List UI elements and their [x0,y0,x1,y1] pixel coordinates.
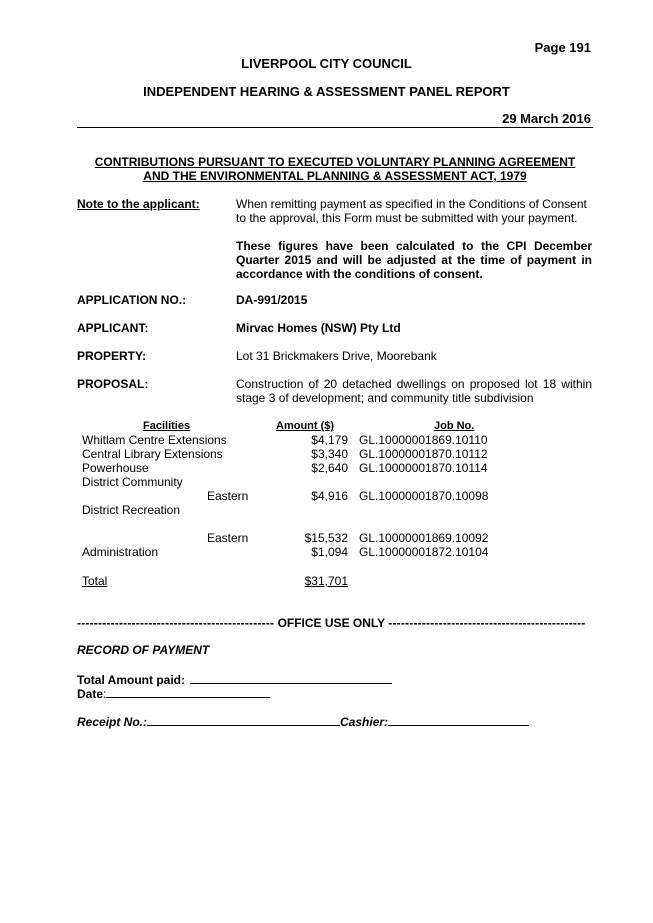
facility-amount: $4,179 [311,433,348,447]
facility-name: Administration [82,545,159,559]
facility-amount: $1,094 [311,545,348,559]
divider-right: ----------------------------------------------- [388,616,586,630]
applicant-label: APPLICANT: [77,321,149,335]
facility-job-no: GL.10000001869.10110 [359,433,488,447]
facility-job-no: GL.10000001872.10104 [359,545,489,559]
date-field[interactable] [106,685,270,698]
note-text: When remitting payment as specified in the Conditions of Consent to the approval, this Form must be submitted with your payment. [236,197,587,225]
report-title: INDEPENDENT HEARING & ASSESSMENT PANEL REPORT [143,84,510,99]
date-label: Date [77,687,104,701]
facility-sub: Eastern [207,489,249,503]
facility-name: Central Library Extensions [82,447,223,461]
proposal-label: PROPOSAL: [77,377,149,391]
facility-amount: $3,340 [311,447,348,461]
office-use-divider [77,616,585,630]
property-label: PROPERTY: [77,349,147,363]
divider-left: ----------------------------------------------- [77,616,275,630]
amount-header: Amount ($) [276,420,335,432]
application-value: DA-991/2015 [236,293,308,307]
facility-amount: $15,532 [304,531,348,545]
note-cpi-text: These figures have been calculated to the CPI December Quarter 2015 and will be adjusted at the time of payment in accordance with the conditions of consent. [236,239,592,281]
total-amount-paid-field[interactable] [190,671,392,684]
facility-name: District Recreation [82,503,181,517]
form-heading-line1: CONTRIBUTIONS PURSUANT TO EXECUTED VOLUNTARY PLANNING AGREEMENT [94,155,576,169]
job-header: Job No. [434,420,475,432]
council-name: LIVERPOOL CITY COUNCIL [241,56,412,71]
report-date: 29 March 2016 [502,111,591,126]
form-heading-line2: AND THE ENVIRONMENTAL PLANNING & ASSESSMENT ACT, 1979 [143,169,527,183]
receipt-row [77,713,529,729]
total-label: Total [82,574,108,588]
page-number: Page 191 [534,40,591,55]
cashier-label: Cashier: [340,715,389,729]
note-label: Note to the applicant: [77,197,200,211]
facility-name: District Community [82,475,183,489]
receipt-label: Receipt No.: [77,715,148,729]
date-colon: : [103,687,107,701]
facility-amount: $2,640 [311,461,348,475]
facility-amount: $4,916 [311,489,348,503]
facilities-header: Facilities [143,420,191,432]
facility-name: Powerhouse [82,461,149,475]
cashier-field[interactable] [388,713,529,726]
facility-job-no: GL.10000001870.10098 [359,489,489,503]
receipt-field[interactable] [147,713,340,726]
date-row [77,685,270,701]
facility-job-no: GL.10000001870.10112 [359,447,488,461]
facility-name: Whitlam Centre Extensions [82,433,227,447]
proposal-value: Construction of 20 detached dwellings on proposed lot 18 within stage 3 of development; and community title subdivision [236,377,592,405]
application-label: APPLICATION NO.: [77,293,187,307]
applicant-value: Mirvac Homes (NSW) Pty Ltd [236,321,401,335]
total-amount: $31,701 [304,574,348,588]
header-rule [77,127,593,128]
record-of-payment-title: RECORD OF PAYMENT [77,643,210,657]
property-value: Lot 31 Brickmakers Drive, Moorebank [236,349,437,363]
office-use-label: OFFICE USE ONLY [277,616,385,630]
total-amount-paid-label: Total Amount paid: [77,673,185,687]
facility-job-no: GL.10000001870.10114 [359,461,488,475]
facility-sub: Eastern [207,531,249,545]
facility-job-no: GL.10000001869.10092 [359,531,489,545]
